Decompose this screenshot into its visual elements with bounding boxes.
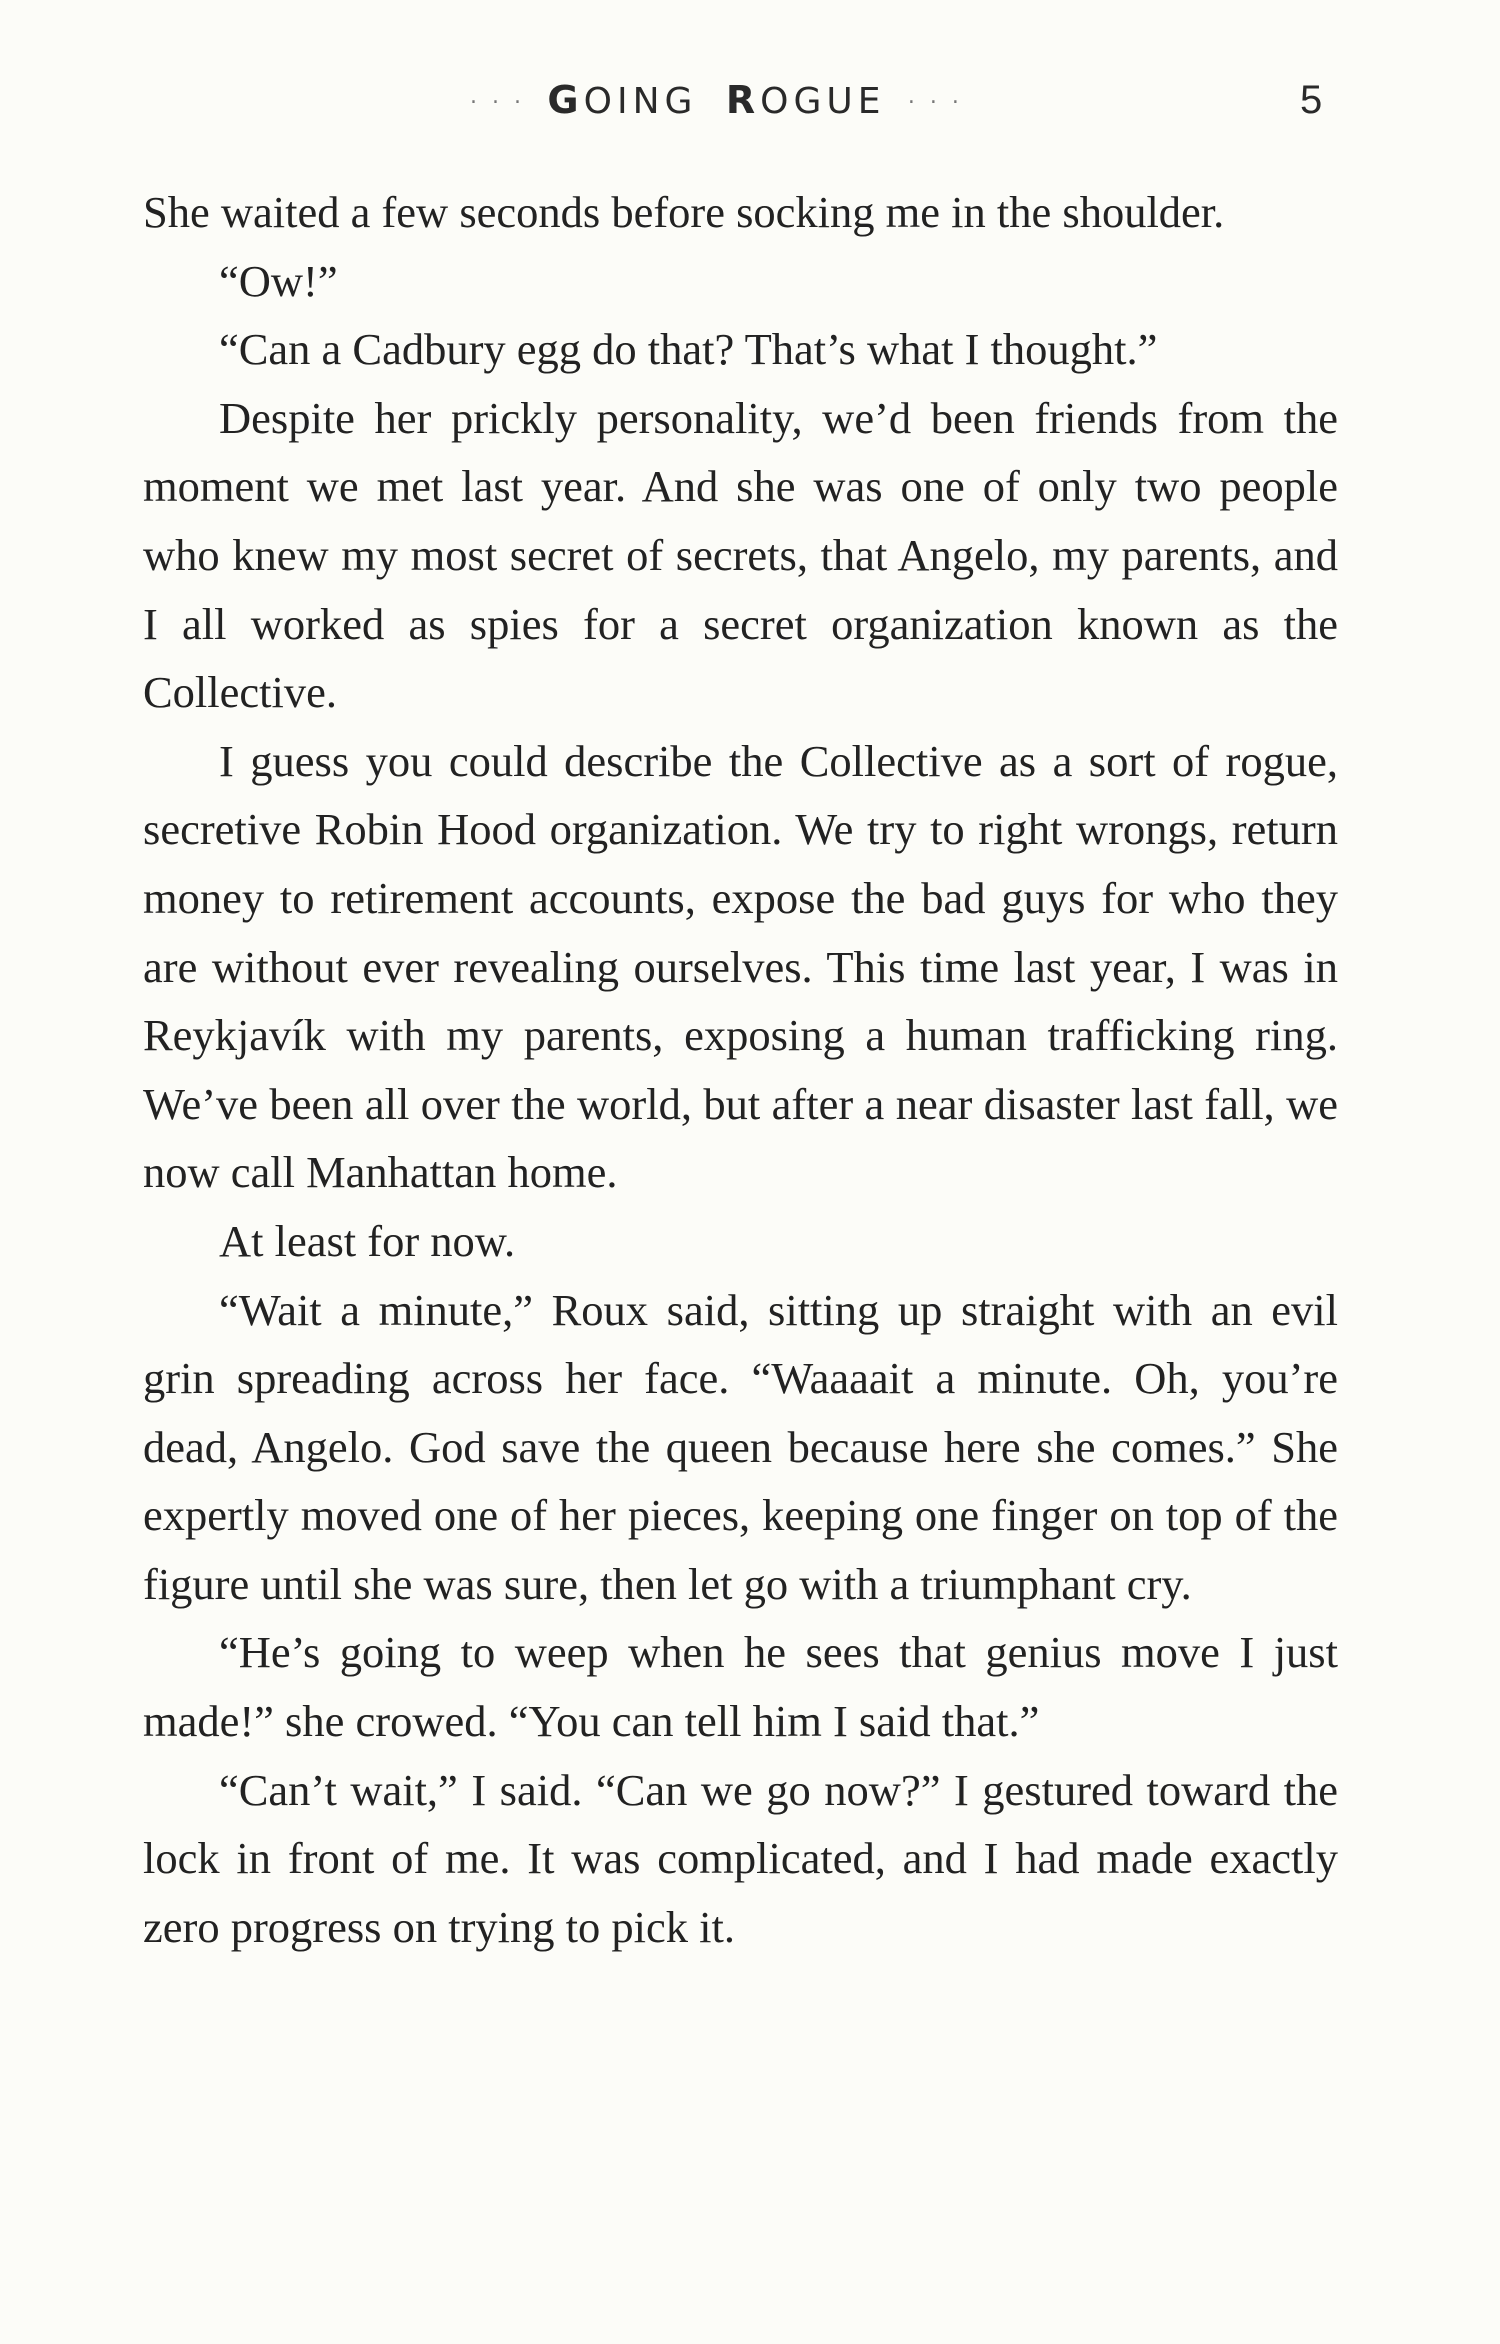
paragraph-1: She waited a few seconds before socking me in the shoulder.: [143, 187, 1225, 237]
paragraph-2: “Ow!”: [219, 255, 338, 306]
paragraph-9: “Can’t wait,” I said. “Can we go now?” I gestured toward the lock in front of me. It was complicated, and I had made exactly zero progress on trying to pick it.: [143, 1764, 1338, 1952]
paragraph-7: “Wait a minute,” Roux said, sitting up straight with an evil grin spreading across her face. “Waaaait a minute. Oh, you’re dead, Angelo. God save the queen because here she comes.” She expertly moved one of her pieces, keeping one finger on top of the figure until she was sure, then let go with a triumphant cry.: [143, 1284, 1338, 1609]
title-word-rogue-cap: R: [725, 78, 761, 122]
running-head: [0, 78, 1500, 128]
running-head-title: [470, 78, 963, 122]
title-word-going-rest: OING: [583, 81, 698, 122]
body-text: [143, 178, 1338, 1961]
paragraph-4: Despite her prickly personality, we’d been friends from the moment we met last year. And she was one of only two people who knew my most secret of secrets, that Angelo, my parents, and I all worked as spies for a secret organization known as the Collective.: [143, 392, 1338, 718]
paragraph-5: I guess you could describe the Collective as a sort of rogue, secretive Robin Hood organization. We try to right wrongs, return money to retirement accounts, expose the bad guys for who they are without ever revealing ourselves. This time last year, I was in Reykjavík with my parents, exposing a human trafficking ring. We’ve been all over the world, but after a near disaster last fall, we now call Manhattan home.: [143, 735, 1338, 1198]
paragraph-8: “He’s going to weep when he sees that genius move I just made!” she crowed. “You can tell him I said that.”: [143, 1627, 1338, 1747]
dots-left: · · ·: [470, 90, 525, 116]
title-word-rogue: [725, 78, 886, 122]
title-word-going-cap: G: [547, 78, 584, 122]
paragraph-3: “Can a Cadbury egg do that? That’s what I thought.”: [219, 324, 1158, 375]
paragraph-6: At least for now.: [219, 1215, 516, 1266]
title-word-going: [547, 78, 698, 122]
dots-right: · · ·: [907, 90, 963, 116]
page-number: 5: [1300, 78, 1323, 122]
title-word-rogue-rest: OGUE: [760, 81, 886, 122]
